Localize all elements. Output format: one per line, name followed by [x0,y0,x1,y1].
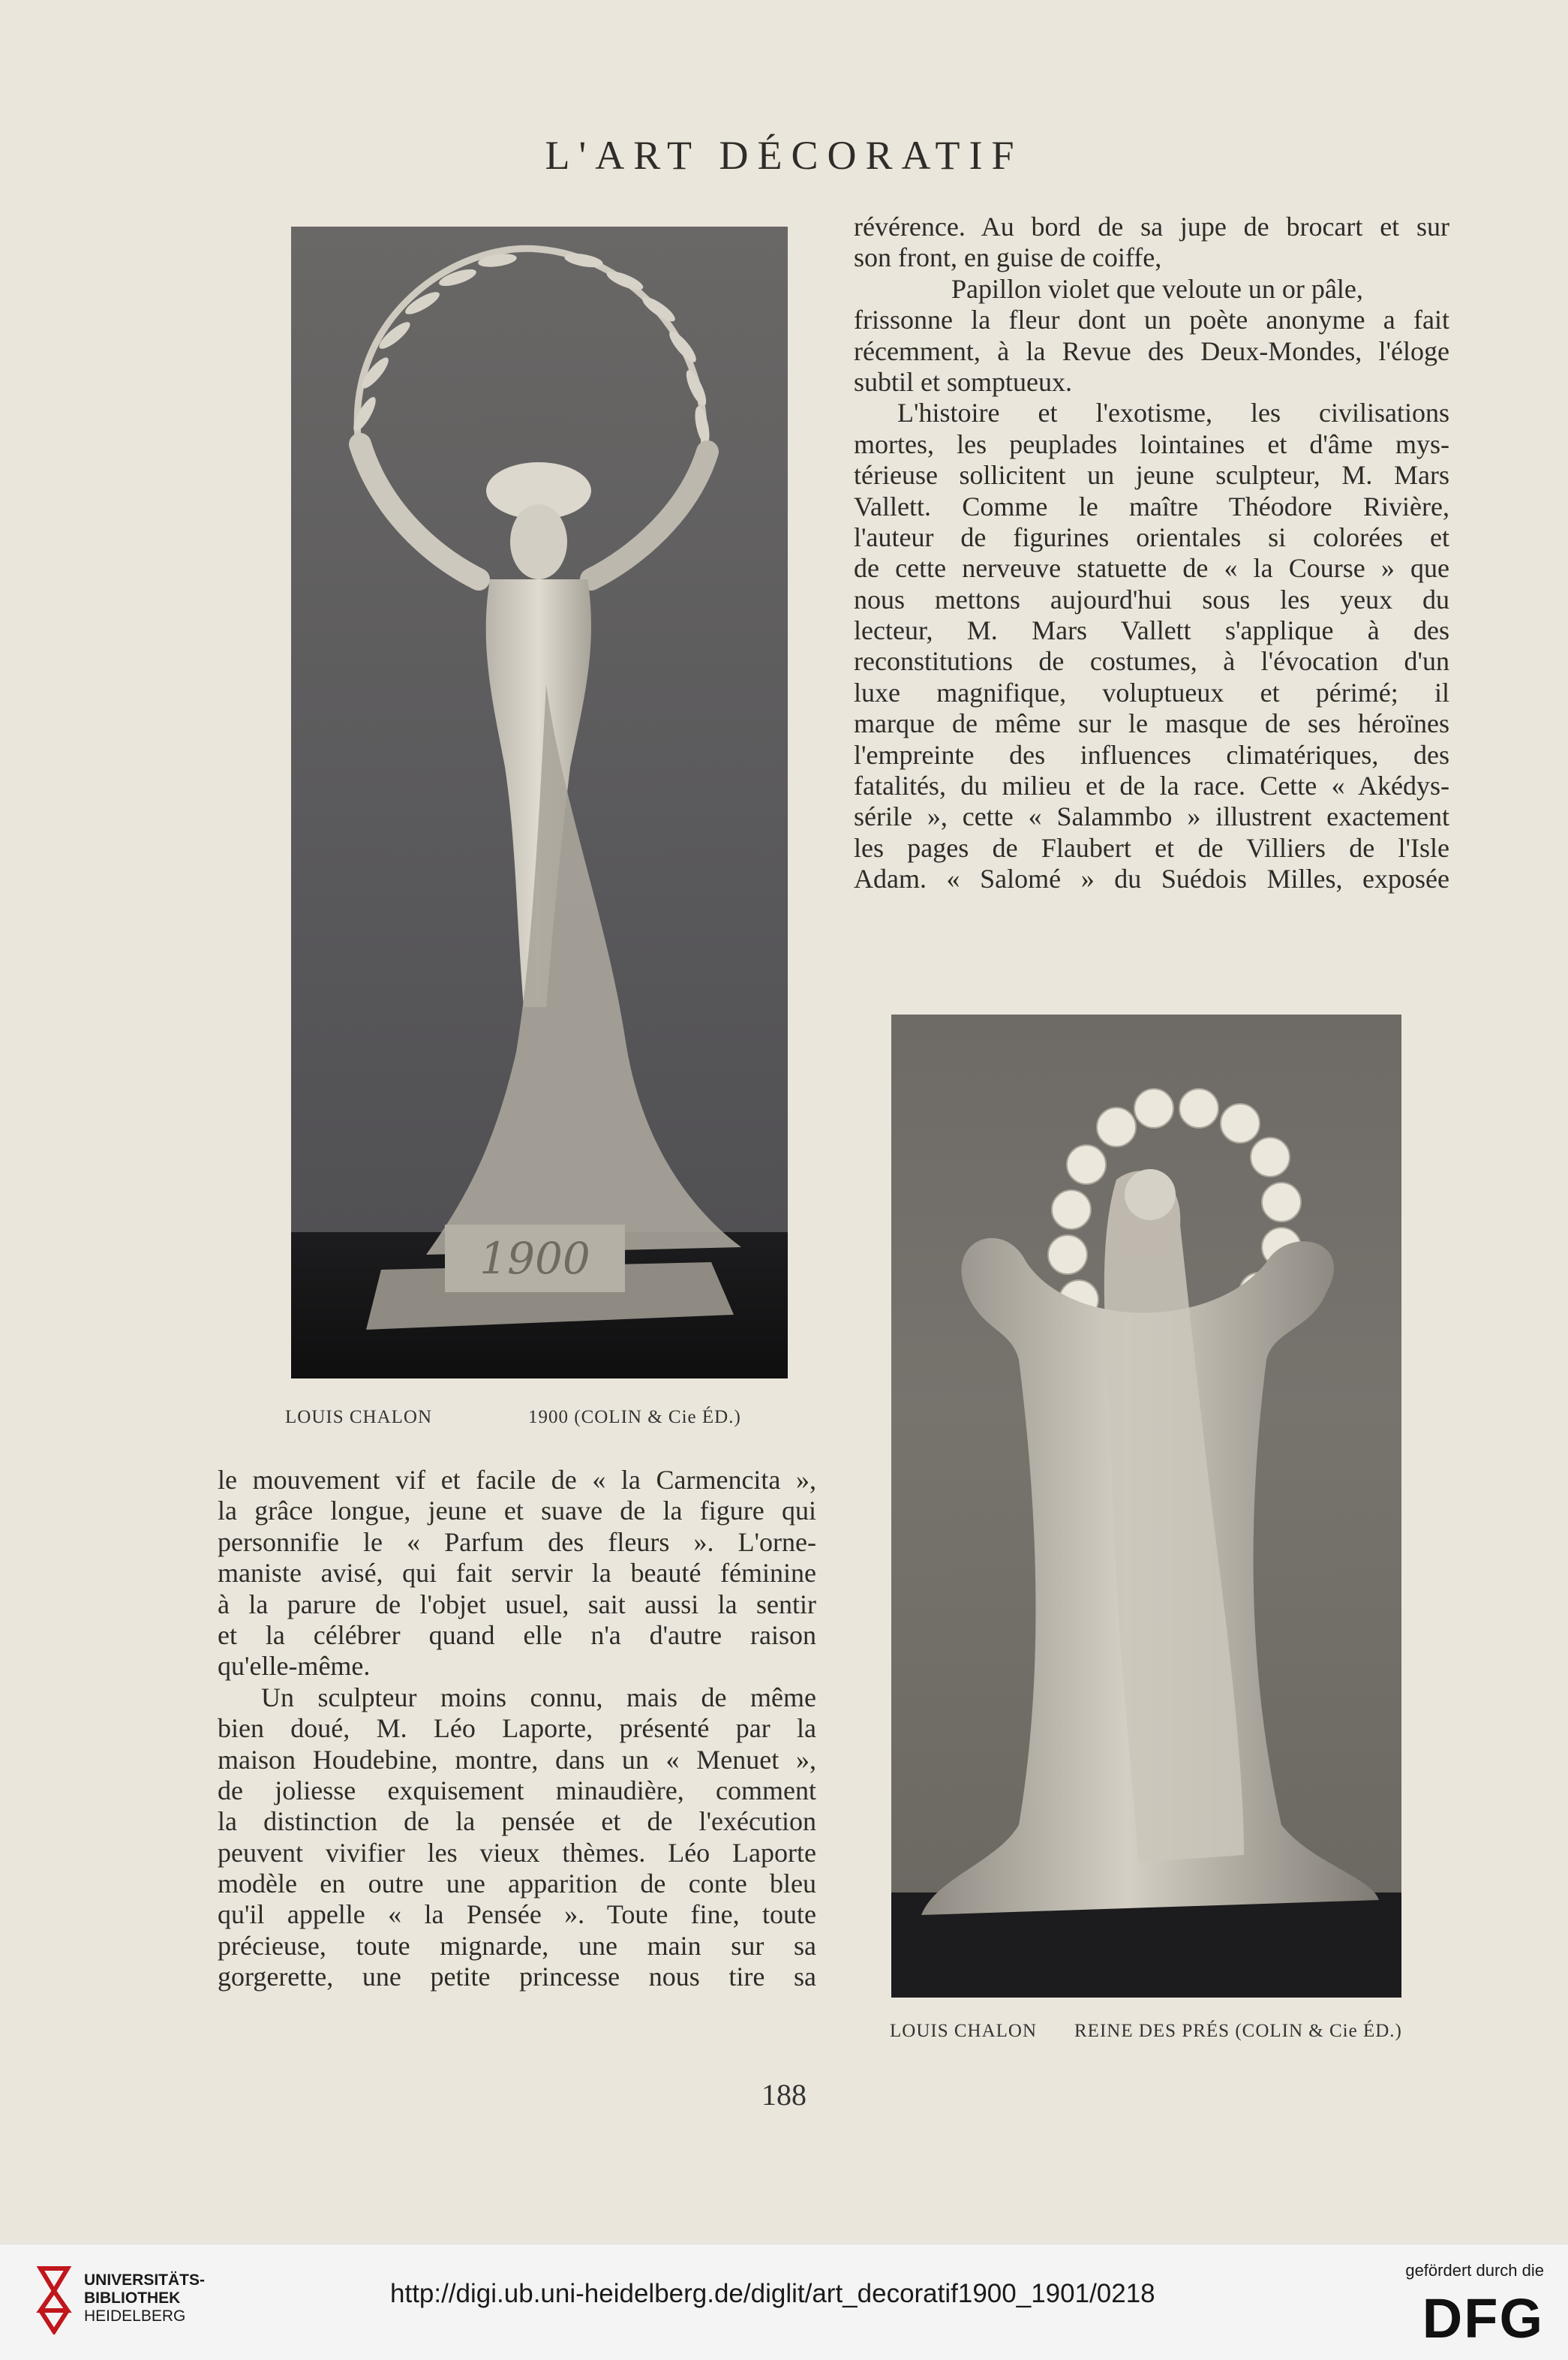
library-line1: UNIVERSITÄTS- [84,2271,206,2289]
left-column-line: maniste avisé, qui fait servir la beauté féminine [218,1558,816,1589]
right-column-line: son front, en guise de coiffe, [854,242,1162,273]
right-column-line: l'empreinte des influences climatériques, des [854,739,1449,770]
left-column-line: maison Houdebine, montre, dans un « Menuet », [218,1744,816,1775]
right-column-line: Vallett. Comme le maître Théodore Rivière, [854,491,1449,522]
vase-illustration [891,1015,1401,1998]
right-column-line: sérile », cette « Salammbo » illustrent exactement [854,801,1449,832]
left-column-line: et la célébrer quand elle n'a d'autre raison [218,1619,816,1650]
left-column-line: la grâce longue, jeune et suave de la figure qui [218,1496,816,1526]
library-name [84,2271,205,2325]
right-column-line: révérence. Au bord de sa jupe de brocart et sur [854,212,1449,242]
photo1-caption-title: 1900 (COLIN & Cie ÉD.) [528,1407,741,1427]
left-column-line: peuvent vivifier les vieux thèmes. Léo Laporte [218,1837,816,1868]
left-column-line: modèle en outre une apparition de conte bleu [218,1868,816,1899]
right-column-line: les pages de Flaubert et de Villiers de l'Isle [854,832,1449,863]
right-column-line: Papillon violet que veloute un or pâle, [951,273,1363,304]
library-logo-icon [33,2265,75,2334]
running-header: L'ART DÉCORATIF [545,133,1023,178]
left-column-line: de joliesse exquisement minaudière, comment [218,1775,816,1805]
statue-photo [291,227,788,1378]
right-column-line: marque de même sur le masque de ses héroïnes [854,708,1449,739]
right-column-line: récemment, à la Revue des Deux-Mondes, l'éloge [854,335,1449,366]
photo1-caption-artist: LOUIS CHALON [285,1407,433,1427]
left-column-line: le mouvement vif et facile de « la Carmencita », [218,1465,816,1495]
left-column-line: bien doué, M. Léo Laporte, présenté par la [218,1713,816,1744]
photo2-caption-artist: LOUIS CHALON [890,2021,1038,2041]
left-column-line: à la parure de l'objet usuel, sait aussi la sentir [218,1589,816,1619]
right-column-line: nous mettons aujourd'hui sous les yeux du [854,584,1449,615]
right-column-line: mortes, les peuplades lointaines et d'âme mys- [854,428,1449,459]
library-line2: BIBLIOTHEK [84,2289,181,2307]
right-column-line: reconstitutions de costumes, à l'évocation d'un [854,646,1449,677]
funding-note: gefördert durch die [1405,2261,1544,2280]
right-column-line: Adam. « Salomé » du Suédois Milles, exposée [854,864,1449,894]
statue-illustration [291,227,788,1378]
left-column-line: la distinction de la pensée et de l'exécution [218,1806,816,1837]
footer-bar [0,2244,1568,2360]
left-column-line: précieuse, toute mignarde, une main sur sa [218,1930,816,1961]
right-column-line: fatalités, du milieu et de la race. Cette « Akédys- [854,771,1449,801]
photo2-caption-title: REINE DES PRÉS (COLIN & Cie ÉD.) [1074,2021,1402,2041]
left-column-line: Un sculpteur moins connu, mais de même [261,1682,816,1712]
library-line3: HEIDELBERG [84,2307,186,2325]
dfg-logo: DFG [1422,2287,1544,2349]
right-column-line: de cette nerveuve statuette de « la Course » que [854,553,1449,584]
right-column-line: frissonne la fleur dont un poète anonyme a fait [854,305,1449,335]
document-url-link[interactable]: http://digi.ub.uni-heidelberg.de/diglit/art_decoratif1900_1901/0218 [390,2279,1155,2308]
right-column-line: L'histoire et l'exotisme, les civilisations [897,398,1449,428]
statue-base-inscription: 1900 [479,1233,590,1284]
right-column-line: l'auteur de figurines orientales si colorées et [854,522,1449,552]
right-column-line: subtil et somptueux. [854,366,1072,397]
left-column-line: qu'elle-même. [218,1651,371,1682]
left-column-text [218,1465,816,1993]
page-number: 188 [761,2078,807,2112]
vase-photo [891,1015,1401,1998]
right-column-line: lecteur, M. Mars Vallett s'applique à des [854,615,1449,646]
left-column-line: personnifie le « Parfum des fleurs ». L'orne- [218,1526,816,1557]
right-column-line: térieuse sollicitent un jeune sculpteur, M. Mars [854,460,1449,491]
left-column-line: gorgerette, une petite princesse nous tire sa [218,1962,816,1992]
right-column-text [854,212,1449,895]
left-column-line: qu'il appelle « la Pensée ». Toute fine, toute [218,1899,816,1930]
right-column-line: luxe magnifique, voluptueux et périmé; il [854,677,1449,708]
